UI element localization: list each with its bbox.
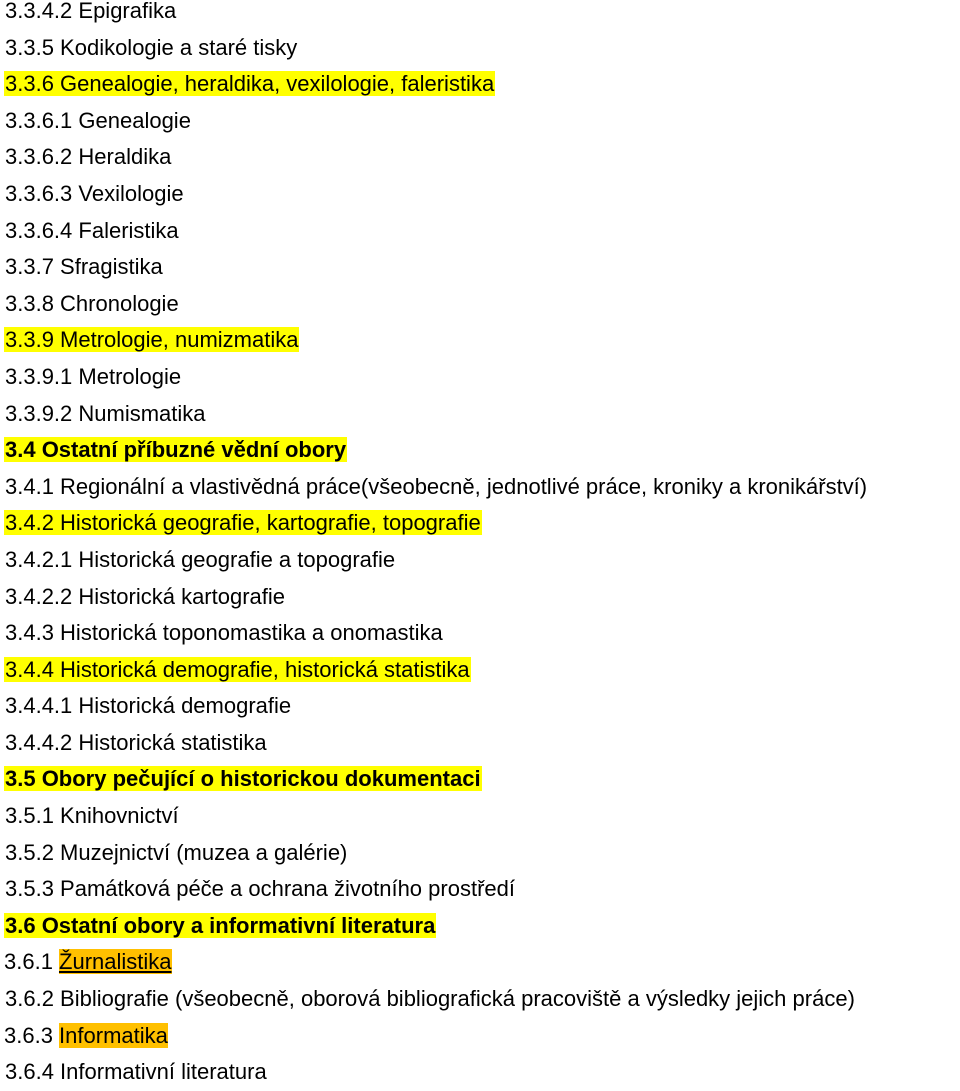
outline-line (4, 469, 960, 506)
outline-line (4, 579, 960, 616)
outline-line (4, 432, 960, 469)
outline-line-text: 3.4.3 Historická toponomastika a onomastika (5, 620, 443, 646)
outline-line (4, 542, 960, 579)
outline-heading-highlighted: 3.5 Obory pečující o historickou dokumentaci (5, 766, 481, 792)
outline-line (4, 725, 960, 762)
outline-line (4, 103, 960, 140)
outline-line-text: 3.4.2.2 Historická kartografie (5, 583, 286, 609)
outline-line-text: 3.3.6.1 Genealogie (5, 107, 191, 133)
outline-line-text: 3.3.6.3 Vexilologie (5, 180, 184, 206)
outline-line-number: 3.6.3 (4, 1022, 60, 1048)
outline-line (4, 30, 960, 67)
outline-line (4, 688, 960, 725)
outline-heading-highlighted: 3.4.2 Historická geografie, kartografie, topografie (5, 510, 481, 536)
outline-line-text: 3.4.1 Regionální a vlastivědná práce(všeobecně, jednotlivé práce, kroniky a kronikářství) (5, 473, 868, 499)
outline-line-text: 3.5.3 Památková péče a ochrana životního prostředí (5, 876, 515, 902)
outline-line-text: 3.3.6.4 Faleristika (5, 217, 179, 243)
outline-line (4, 615, 960, 652)
outline-line-text: 3.5.1 Knihovnictví (5, 803, 179, 829)
outline-line (4, 944, 960, 981)
outline-line (4, 396, 960, 433)
outline-line (4, 249, 960, 286)
outline-heading-highlighted: 3.3.9 Metrologie, numizmatika (5, 327, 299, 353)
outline-line (4, 176, 960, 213)
outline-line (4, 835, 960, 872)
outline-line (4, 505, 960, 542)
outline-line-text: 3.4.4.1 Historická demografie (5, 693, 292, 719)
outline-line-text: 3.3.6.2 Heraldika (5, 144, 172, 170)
outline-line-text: 3.3.5 Kodikologie a staré tisky (5, 34, 298, 60)
document-page (4, 0, 960, 1091)
outline-line (4, 761, 960, 798)
outline-line-text: 3.3.7 Sfragistika (5, 254, 163, 280)
outline-line (4, 213, 960, 250)
outline-line (4, 139, 960, 176)
outline-line (4, 652, 960, 689)
outline-list (4, 0, 960, 1091)
outline-line (4, 981, 960, 1018)
outline-line (4, 322, 960, 359)
outline-line (4, 359, 960, 396)
outline-line-text: 3.4.4.2 Historická statistika (5, 729, 267, 755)
outline-line-highlighted-term: Žurnalistika (59, 949, 172, 975)
outline-line (4, 0, 960, 30)
outline-heading-highlighted: 3.4.4 Historická demografie, historická statistika (5, 656, 470, 682)
outline-line (4, 1018, 960, 1055)
outline-line-text: 3.3.4.2 Epigrafika (5, 0, 177, 23)
outline-line (4, 908, 960, 945)
outline-line-highlighted-term: Informatika (59, 1022, 168, 1048)
outline-line-text: 3.6.4 Informativní literatura (5, 1059, 267, 1085)
outline-line (4, 66, 960, 103)
outline-line-text: 3.5.2 Muzejnictví (muzea a galérie) (5, 839, 348, 865)
outline-line (4, 1054, 960, 1091)
outline-line (4, 286, 960, 323)
outline-line-text: 3.3.9.1 Metrologie (5, 363, 182, 389)
outline-line (4, 798, 960, 835)
outline-line-text: 3.4.2.1 Historická geografie a topografie (5, 546, 396, 572)
outline-heading-highlighted: 3.6 Ostatní obory a informativní literatura (5, 912, 436, 938)
outline-line-number: 3.6.1 (4, 949, 60, 975)
outline-line (4, 871, 960, 908)
outline-heading-highlighted: 3.3.6 Genealogie, heraldika, vexilologie, faleristika (5, 71, 495, 97)
outline-line-text: 3.3.9.2 Numismatika (5, 400, 206, 426)
outline-line-text: 3.6.2 Bibliografie (všeobecně, oborová bibliografická pracoviště a výsledky jejich práce) (5, 986, 855, 1012)
outline-line-text: 3.3.8 Chronologie (5, 290, 179, 316)
outline-heading-highlighted: 3.4 Ostatní příbuzné vědní obory (5, 437, 347, 463)
